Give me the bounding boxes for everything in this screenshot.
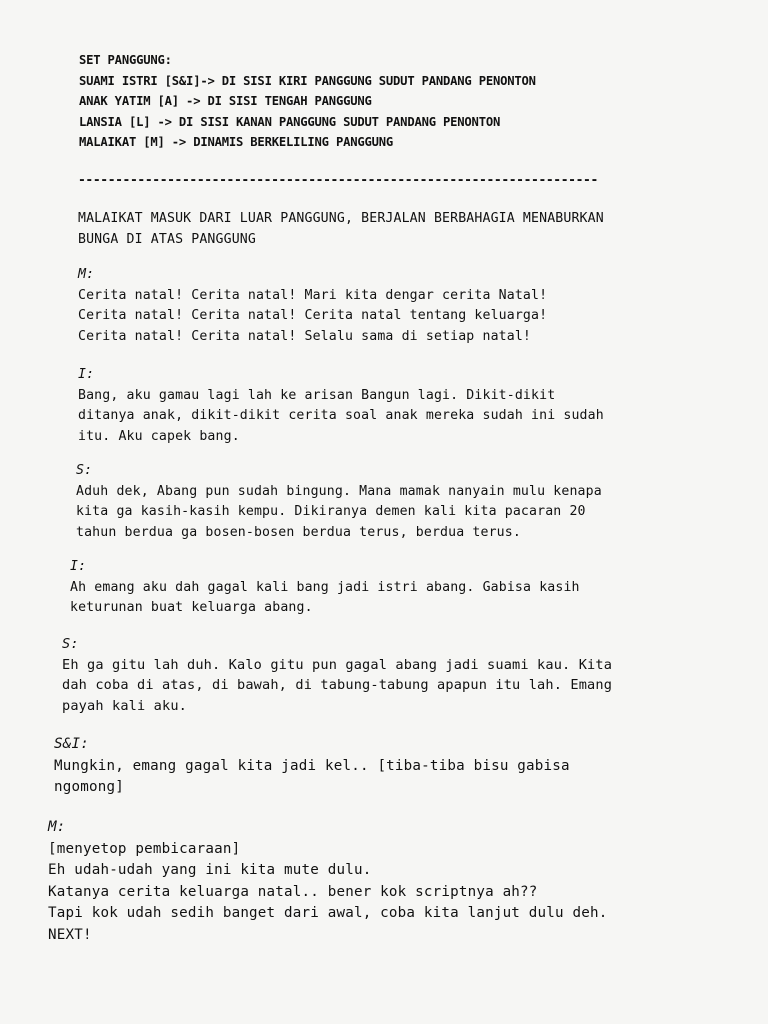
dialogue-line: Cerita natal! Cerita natal! Mari kita dengar cerita Natal! [78,287,548,303]
speaker-label: S: [76,463,93,478]
dialogue-block [78,365,604,447]
stage-setup-line: ANAK YATIM [A] -> DI SISI TENGAH PANGGUNG [79,94,372,108]
dialogue-line: [menyetop pembicaraan] [48,840,241,857]
dialogue-line: NEXT! [48,926,92,943]
dialogue-block [62,634,612,716]
stage-setup-title: SET PANGGUNG: [79,53,172,67]
dialogue-line: Katanya cerita keluarga natal.. bener kok scriptnya ah?? [48,883,538,900]
direction-line: BUNGA DI ATAS PANGGUNG [78,231,256,247]
dialogue-block [48,817,607,946]
dialogue-line: Eh ga gitu lah duh. Kalo gitu pun gagal abang jadi suami kau. Kita [62,656,613,673]
separator-line: ---------------------------------------------------------------------- [78,173,598,188]
dialogue-line: Cerita natal! Cerita natal! Cerita natal tentang keluarga! [78,308,548,323]
stage-setup [79,50,536,153]
dialogue-line: ditanya anak, dikit-dikit cerita soal anak mereka sudah ini sudah [78,408,604,423]
dialogue-line: Eh udah-udah yang ini kita mute dulu. [48,862,372,878]
dialogue-line: Ah emang aku dah gagal kali bang jadi istri abang. Gabisa kasih [70,579,580,595]
dialogue-line: kita ga kasih-kasih kempu. Dikiranya demen kali kita pacaran 20 [76,504,586,519]
dialogue-line: Mungkin, emang gagal kita jadi kel.. [tiba-tiba bisu gabisa [54,757,570,774]
speaker-label: S: [62,636,79,652]
dialogue-block [54,734,570,799]
speaker-label: I: [70,559,87,574]
dialogue-line: Cerita natal! Cerita natal! Selalu sama di setiap natal! [78,328,532,344]
speaker-label: M: [48,819,66,835]
speaker-label: M: [78,267,95,282]
dialogue-line: keturunan buat keluarga abang. [70,600,313,615]
dialogue-line: dah coba di atas, di bawah, di tabung-tabung apapun itu lah. Emang [62,677,613,693]
dialogue-line: ngomong] [54,779,124,795]
dialogue-line: Tapi kok udah sedih banget dari awal, coba kita lanjut dulu deh. [48,905,608,921]
dialogue-line: itu. Aku capek bang. [78,428,240,444]
direction-line: MALAIKAT MASUK DARI LUAR PANGGUNG, BERJALAN BERBAHAGIA MENABURKAN [78,211,604,226]
dialogue-block [78,265,547,347]
stage-direction [78,209,604,250]
stage-setup-line: MALAIKAT [M] -> DINAMIS BERKELILING PANGGUNG [79,135,394,149]
speaker-label: I: [78,367,95,382]
stage-setup-line: LANSIA [L] -> DI SISI KANAN PANGGUNG SUDUT PANDANG PENONTON [79,114,501,129]
dialogue-line: tahun berdua ga bosen-bosen berdua terus, berdua terus. [76,524,521,540]
speaker-label: S&I: [54,736,89,752]
dialogue-block [76,461,602,543]
dialogue-block [70,557,580,619]
dialogue-line: Aduh dek, Abang pun sudah bingung. Mana mamak nanyain mulu kenapa [76,483,602,499]
dialogue-line: payah kali aku. [62,697,188,714]
stage-setup-line: SUAMI ISTRI [S&I]-> DI SISI KIRI PANGGUNG SUDUT PANDANG PENONTON [79,73,536,88]
dialogue-line: Bang, aku gamau lagi lah ke arisan Bangun lagi. Dikit-dikit [78,387,556,403]
